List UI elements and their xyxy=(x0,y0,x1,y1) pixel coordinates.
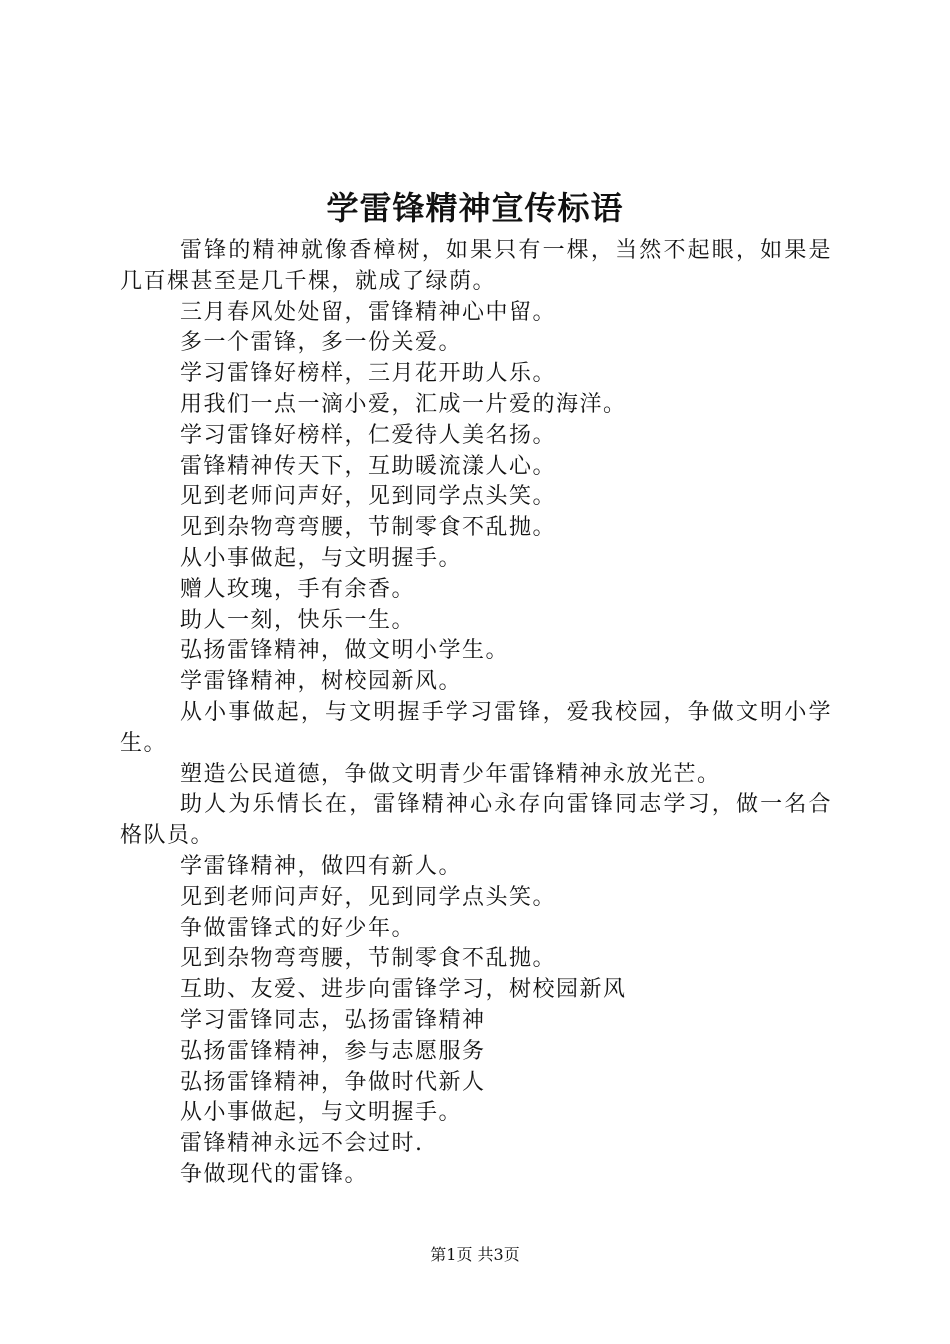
paragraph: 弘扬雷锋精神，做文明小学生。 xyxy=(180,638,510,664)
paragraph: 从小事做起，与文明握手。 xyxy=(180,545,463,571)
paragraph: 弘扬雷锋精神，争做时代新人 xyxy=(180,1069,486,1095)
paragraph: 学雷锋精神，树校园新风。 xyxy=(180,669,463,695)
paragraph: 学雷锋精神，做四有新人。 xyxy=(180,853,463,879)
paragraph: 塑造公民道德，争做文明青少年雷锋精神永放光芒。 xyxy=(180,761,721,787)
paragraph: 学习雷锋好榜样，三月花开助人乐。 xyxy=(180,361,557,387)
paragraph: 争做现代的雷锋。 xyxy=(180,1161,369,1187)
paragraph: 争做雷锋式的好少年。 xyxy=(180,915,416,941)
paragraph: 从小事做起，与文明握手学习雷锋，爱我校园，争做文明小学生。 xyxy=(120,699,832,756)
paragraph: 雷锋的精神就像香樟树，如果只有一棵，当然不起眼，如果是几百棵甚至是几千棵，就成了绿荫。 xyxy=(120,238,832,294)
paragraph: 学习雷锋好榜样，仁爱待人美名扬。 xyxy=(180,422,557,448)
page-title: 学雷锋精神宣传标语 xyxy=(326,189,624,227)
paragraph: 见到杂物弯弯腰，节制零食不乱抛。 xyxy=(180,515,557,541)
paragraph: 见到老师问声好，见到同学点头笑。 xyxy=(180,484,557,510)
paragraph: 助人一刻，快乐一生。 xyxy=(180,607,416,633)
paragraph: 赠人玫瑰，手有余香。 xyxy=(180,576,416,602)
paragraph: 用我们一点一滴小爱，汇成一片爱的海洋。 xyxy=(180,391,627,417)
paragraph: 雷锋精神永远不会过时. xyxy=(180,1131,424,1157)
document-body xyxy=(120,236,832,1191)
paragraph: 雷锋精神传天下，互助暖流漾人心。 xyxy=(180,453,557,479)
paragraph: 见到老师问声好，见到同学点头笑。 xyxy=(180,884,557,910)
paragraph: 多一个雷锋，多一份关爱。 xyxy=(180,330,463,356)
paragraph: 学习雷锋同志，弘扬雷锋精神 xyxy=(180,1007,486,1033)
paragraph: 互助、友爱、进步向雷锋学习，树校园新风 xyxy=(180,977,627,1003)
paragraph: 三月春风处处留，雷锋精神心中留。 xyxy=(180,299,557,325)
paragraph: 助人为乐情长在，雷锋精神心永存向雷锋同志学习，做一名合格队员。 xyxy=(120,792,832,849)
paragraph: 见到杂物弯弯腰，节制零食不乱抛。 xyxy=(180,946,557,972)
page-number: 第1页 共3页 xyxy=(430,1245,520,1264)
paragraph: 弘扬雷锋精神，参与志愿服务 xyxy=(180,1038,486,1064)
paragraph: 从小事做起，与文明握手。 xyxy=(180,1100,463,1126)
